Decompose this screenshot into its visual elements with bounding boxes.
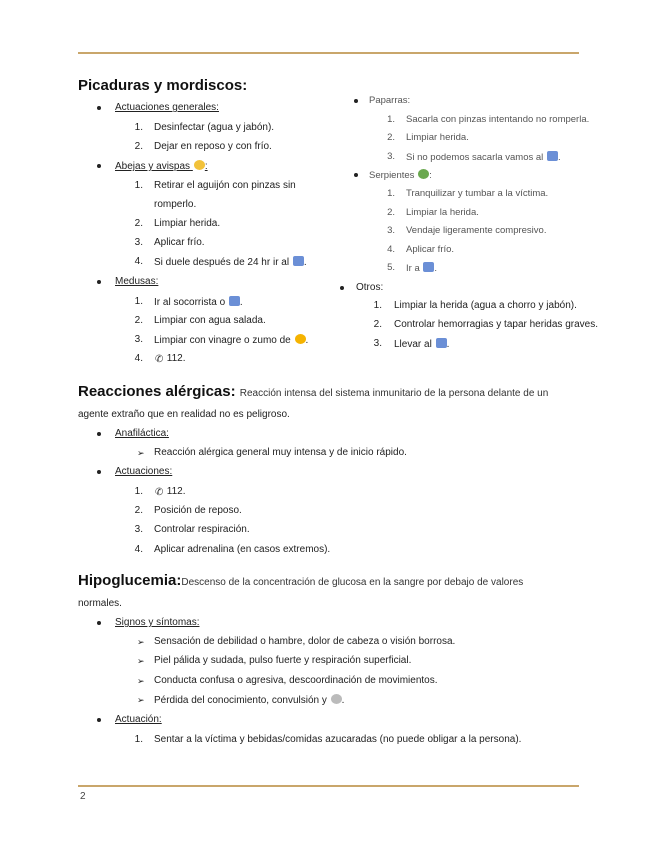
section-intro-cont: normales. (78, 598, 122, 609)
list-number: 2. (134, 315, 143, 326)
bullet (354, 99, 358, 103)
list-number: 1. (134, 122, 143, 133)
jelly-title: Medusas: (115, 276, 159, 287)
list-item: Limpiar herida. (154, 218, 221, 229)
act-title: Actuaciones: (115, 466, 173, 477)
list-number: 2. (373, 319, 382, 330)
list-item: Posición de reposo. (154, 505, 242, 516)
bullet (354, 173, 358, 177)
bottom-rule (78, 785, 579, 787)
hospital-icon (293, 256, 304, 266)
list-number: 1. (387, 188, 395, 199)
list-item: Dejar en reposo y con frío. (154, 141, 272, 152)
bullet (97, 718, 101, 722)
list-item: Limpiar la herida (agua a chorro y jabón). (394, 300, 577, 311)
ticks-title: Paparras: (369, 95, 411, 106)
list-item: ✆ 112. (155, 353, 186, 365)
bullet (97, 280, 101, 284)
general-title: Actuaciones generales: (115, 102, 219, 113)
list-item: Conducta confusa o agresiva, descoordinación de movimientos. (154, 675, 438, 686)
section-heading-hypoglycemia: Hipoglucemia:Descenso de la concentración de glucosa en la sangre por debajo de valores (78, 572, 524, 589)
list-item: Ir a . (406, 263, 438, 274)
list-number: 4. (134, 544, 143, 555)
list-number: 1. (387, 114, 395, 125)
bullet (97, 621, 101, 625)
list-item: Limpiar la herida. (406, 207, 479, 218)
hospital-icon (436, 338, 447, 348)
arrow-bullet: ➢ (137, 695, 145, 705)
list-number: 3. (134, 237, 143, 248)
list-number: 1. (134, 180, 143, 191)
phone-icon: ✆ (155, 354, 164, 365)
list-number: 1. (373, 300, 382, 311)
list-number: 1. (134, 486, 143, 497)
arrow-bullet: ➢ (137, 656, 145, 666)
bee-icon (194, 160, 205, 170)
list-item: Aplicar adrenalina (en casos extremos). (154, 544, 331, 555)
section-heading-allergic: Reacciones alérgicas: Reacción intensa del sistema inmunitario de la persona delante de un (78, 383, 549, 400)
list-item: Limpiar con agua salada. (154, 315, 266, 326)
bullet (97, 470, 101, 474)
arrow-bullet: ➢ (137, 637, 145, 647)
bullet (340, 286, 344, 290)
lemon-icon (295, 334, 306, 344)
snakes-title: Serpientes : (369, 170, 432, 181)
list-item: Controlar hemorragias y tapar heridas graves. (394, 319, 598, 330)
list-number: 3. (387, 225, 395, 236)
list-item: romperlo. (154, 199, 197, 210)
list-item: Ir al socorrista o . (154, 297, 243, 308)
list-item: Controlar respiración. (154, 524, 250, 535)
list-number: 2. (134, 218, 143, 229)
hospital-icon (547, 151, 558, 161)
list-item: ✆ 112. (155, 486, 186, 498)
list-number: 5. (387, 262, 395, 273)
bullet (97, 432, 101, 436)
list-number: 3. (373, 338, 382, 349)
list-number: 1. (134, 734, 143, 745)
section-heading-bites: Picaduras y mordiscos: (78, 77, 248, 94)
list-item: Aplicar frío. (406, 244, 455, 255)
list-item: Limpiar herida. (406, 132, 469, 143)
list-item: Sentar a la víctima y bebidas/comidas azucaradas (no puede obligar a la persona). (154, 734, 522, 745)
bullet (97, 164, 101, 168)
list-number: 3. (134, 524, 143, 535)
hospital-icon (229, 296, 240, 306)
bullet (97, 106, 101, 110)
list-number: 4. (134, 353, 143, 364)
section-intro: Descenso de la concentración de glucosa en la sangre por debajo de valores (181, 577, 524, 588)
list-number: 2. (387, 132, 395, 143)
section-intro: Reacción intensa del sistema inmunitario de la persona delante de un (239, 388, 549, 399)
list-number: 4. (134, 256, 143, 267)
top-rule (78, 52, 579, 54)
ana-title: Anafiláctica: (115, 428, 169, 439)
list-number: 3. (134, 334, 143, 345)
list-item: Vendaje ligeramente compresivo. (406, 225, 547, 236)
bees-title: Abejas y avispas : (115, 161, 208, 172)
phone-icon: ✆ (155, 487, 164, 498)
act-title: Actuación: (115, 714, 162, 725)
signs-title: Signos y síntomas: (115, 617, 200, 628)
skull-icon (331, 694, 342, 704)
arrow-bullet: ➢ (137, 448, 145, 458)
list-item: Retirar el aguijón con pinzas sin (154, 180, 296, 191)
page-number: 2 (80, 791, 86, 802)
list-item: Sensación de debilidad o hambre, dolor de cabeza o visión borrosa. (154, 636, 456, 647)
list-item: Desinfectar (agua y jabón). (154, 122, 275, 133)
list-number: 1. (134, 296, 143, 307)
arrow-bullet: ➢ (137, 676, 145, 686)
list-number: 2. (387, 207, 395, 218)
list-item: Tranquilizar y tumbar a la víctima. (406, 188, 549, 199)
list-item: Reacción alérgica general muy intensa y de inicio rápido. (154, 447, 407, 458)
list-item: Llevar al . (394, 339, 450, 350)
snake-icon (418, 169, 429, 179)
list-item: Aplicar frío. (154, 237, 205, 248)
list-item: Sacarla con pinzas intentando no romperla. (406, 114, 590, 125)
list-item: Si duele después de 24 hr ir al . (154, 257, 307, 268)
list-item: Piel pálida y sudada, pulso fuerte y respiración superficial. (154, 655, 412, 666)
section-intro-cont: agente extraño que en realidad no es peligroso. (78, 409, 290, 420)
list-number: 2. (134, 141, 143, 152)
list-number: 3. (387, 151, 395, 162)
list-item: Pérdida del conocimiento, convulsión y . (154, 695, 345, 706)
hospital-icon (423, 262, 434, 272)
others-title: Otros: (356, 282, 384, 293)
list-number: 2. (134, 505, 143, 516)
list-number: 4. (387, 244, 395, 255)
list-item: Limpiar con vinagre o zumo de . (154, 335, 309, 346)
list-item: Si no podemos sacarla vamos al . (406, 152, 561, 163)
